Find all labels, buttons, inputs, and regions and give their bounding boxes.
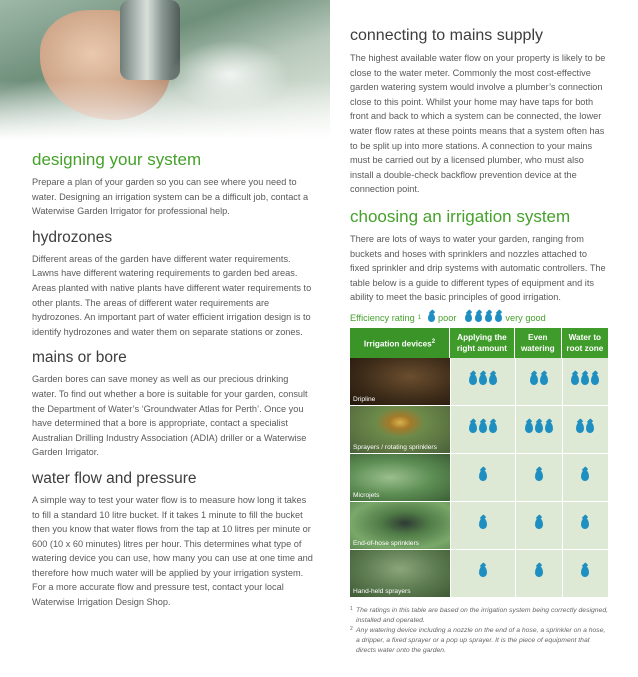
rating-root: [562, 358, 608, 406]
header-even: Even watering: [515, 328, 562, 358]
rating-drops: [581, 470, 589, 481]
rating-drops: [525, 422, 553, 433]
header-device-label: Irrigation devices: [363, 339, 432, 349]
device-photo: [350, 454, 450, 501]
water-drop-icon: [479, 566, 487, 577]
device-name: Dripline: [353, 395, 376, 403]
water-drop-icon: [535, 566, 543, 577]
water-drop-icon: [465, 313, 472, 322]
rating-even: [515, 550, 562, 598]
designing-body: Prepare a plan of your garden so you can see where you need to water. Designing an irrigation system can be a difficult job, contact a Waterwise Garden Irrigator for professional help.: [32, 177, 309, 217]
header-root: Water to root zone: [562, 328, 608, 358]
footnote-num: 1: [350, 605, 353, 612]
device-cell: [350, 550, 450, 598]
device-cell: [350, 502, 450, 550]
water-drop-icon: [479, 470, 487, 481]
footnote-text: The ratings in this table are based on the irrigation system being correctly designed, installed and operated.: [356, 606, 608, 624]
mains-bore-heading: mains or bore: [32, 349, 127, 367]
table-body: [350, 358, 608, 598]
legend-sup: 1: [417, 314, 422, 321]
footnote-text: Any watering device including a nozzle on the end of a hose, a sprinkler on a hose, a dripper, a fixed sprayer or a pop up sprayer. It is the piece of equipment that directs water onto the garden.: [356, 626, 606, 654]
water-drop-icon: [586, 422, 594, 433]
device-name: End-of-hose sprinklers: [353, 539, 419, 547]
rating-drops: [576, 422, 594, 433]
rating-root: [562, 406, 608, 454]
rating-applying: [450, 550, 515, 598]
rating-even: [515, 454, 562, 502]
rating-even: [515, 502, 562, 550]
water-drop-icon: [571, 374, 579, 385]
water-drop-icon: [535, 422, 543, 433]
water-drop-icon: [530, 374, 538, 385]
water-drop-icon: [581, 518, 589, 529]
water-drop-icon: [479, 518, 487, 529]
water-drop-icon: [581, 374, 589, 385]
mains-section: [350, 26, 608, 197]
water-drop-icon: [489, 374, 497, 385]
choosing-section: [350, 207, 608, 305]
rating-drops: [535, 566, 543, 577]
designing-section: [32, 150, 314, 219]
footnotes: [350, 606, 608, 656]
rating-even: [515, 358, 562, 406]
device-name: Microjets: [353, 491, 380, 499]
photo-fade: [0, 80, 330, 140]
water-drop-icon: [581, 566, 589, 577]
device-photo: [350, 502, 450, 549]
device-photo: [350, 550, 450, 597]
rating-drops: [581, 518, 589, 529]
water-drop-icon: [479, 422, 487, 433]
header-device-sup: 2: [431, 338, 436, 345]
efficiency-legend: [350, 313, 608, 323]
rating-drops: [535, 518, 543, 529]
choosing-heading: choosing an irrigation system: [350, 206, 571, 226]
device-name: Hand-held sprayers: [353, 587, 411, 595]
legend-very-good: very good: [505, 312, 546, 323]
rating-drops: [571, 374, 599, 385]
rating-drops: [469, 422, 497, 433]
water-drop-icon: [535, 470, 543, 481]
water-flow-heading: water flow and pressure: [32, 469, 197, 487]
rating-drops: [479, 518, 487, 529]
rating-applying: [450, 454, 515, 502]
device-photo: [350, 358, 450, 405]
water-drop-icon: [535, 518, 543, 529]
left-column: [32, 150, 314, 618]
device-cell: [350, 454, 450, 502]
table-row: [350, 550, 608, 598]
water-drop-icon: [576, 422, 584, 433]
header-device: [350, 328, 450, 358]
hydrozones-section: [32, 229, 314, 340]
footnote: [350, 626, 608, 656]
device-cell: [350, 406, 450, 454]
rating-drops: [535, 470, 543, 481]
table-row: [350, 406, 608, 454]
garden-tap-photo: [0, 0, 330, 140]
water-drop-icon: [475, 313, 482, 322]
water-drop-icon: [525, 422, 533, 433]
water-flow-body: A simple way to test your water flow is to measure how long it takes to fill a standard 10 litre bucket. If it takes 1 minute to fill the bucket then you know that water flows from the tap at 10 litres per minute or 600 (10 x 60 minutes) litres per hour. This determines what type of watering device you can use, how many you can use at one time and therefore how much water will be applied by your irrigation system. For a more accurate flow and pressure test, contact your local Waterwise Irrigation Design Shop.: [32, 494, 313, 608]
rating-root: [562, 454, 608, 502]
water-drop-icon: [495, 313, 502, 322]
footnote-num: 2: [350, 625, 353, 632]
water-drop-icon: [428, 313, 435, 322]
rating-applying: [450, 502, 515, 550]
choosing-body: There are lots of ways to water your garden, ranging from buckets and hoses with sprinklers and nozzles attached to fixed sprinkler and drip systems with automatic controllers. The table below is a guide to different types of equipment and its ability to meet the basic principles of good irrigation.: [350, 233, 606, 303]
right-column: [350, 26, 608, 656]
rating-drops: [581, 566, 589, 577]
irrigation-table: [350, 328, 608, 598]
rating-drops: [530, 374, 548, 385]
rating-even: [515, 406, 562, 454]
rating-applying: [450, 406, 515, 454]
water-drop-icon: [545, 422, 553, 433]
water-drop-icon: [591, 374, 599, 385]
table-row: [350, 502, 608, 550]
device-name: Sprayers / rotating sprinklers: [353, 443, 437, 451]
water-drop-icon: [540, 374, 548, 385]
hydrozones-body: Different areas of the garden have different water requirements. Lawns have different watering requirements to garden bed areas. Areas planted with native plants have different water requirements to other plants. The areas of different water requirements are hydrozones. An important part of water efficient irrigation design is to identify hydrozones and water them on separate stations or zones.: [32, 253, 312, 337]
legend-label: Efficiency rating: [350, 312, 415, 323]
mains-bore-section: [32, 349, 314, 460]
table-row: [350, 358, 608, 406]
rating-applying: [450, 358, 515, 406]
device-photo: [350, 406, 450, 453]
device-cell: [350, 358, 450, 406]
rating-drops: [469, 374, 497, 385]
rating-drops: [479, 470, 487, 481]
water-flow-section: [32, 470, 314, 610]
mains-heading: connecting to mains supply: [350, 27, 543, 44]
rating-drops: [479, 566, 487, 577]
footnote: [350, 606, 608, 626]
designing-heading: designing your system: [32, 150, 202, 169]
water-drop-icon: [581, 470, 589, 481]
mains-body: The highest available water flow on your property is likely to be close to the water meter. Commonly the most cost-effective garden watering system would involve a plumber’s connection close to this point. Whilst your home may have taps for both front and back to which a system can be connected, the lower water flow rates at these points means that a system often has to be split up into more stations. A connection to your mains must be carried out by a licensed plumber, who must also install a double-check backflow prevention device at the connection point.: [350, 53, 606, 195]
rating-root: [562, 502, 608, 550]
mains-bore-body: Garden bores can save money as well as our precious drinking water. To find out whether a bore is suitable for your garden, consult the Department of Water’s ‘Groundwater Atlas for Perth’. Once you have determined that a bore is appropriate, contact a specialist Australian Drilling Industry Association (ADIA) driller or a Waterwise Garden Irrigator.: [32, 374, 308, 458]
water-drop-icon: [489, 422, 497, 433]
hydrozones-heading: hydrozones: [32, 228, 113, 246]
table-row: [350, 454, 608, 502]
water-drop-icon: [469, 422, 477, 433]
water-drop-icon: [479, 374, 487, 385]
legend-poor: poor: [438, 312, 457, 323]
water-drop-icon: [469, 374, 477, 385]
rating-root: [562, 550, 608, 598]
header-applying: Applying the right amount: [450, 328, 515, 358]
water-drop-icon: [485, 313, 492, 322]
